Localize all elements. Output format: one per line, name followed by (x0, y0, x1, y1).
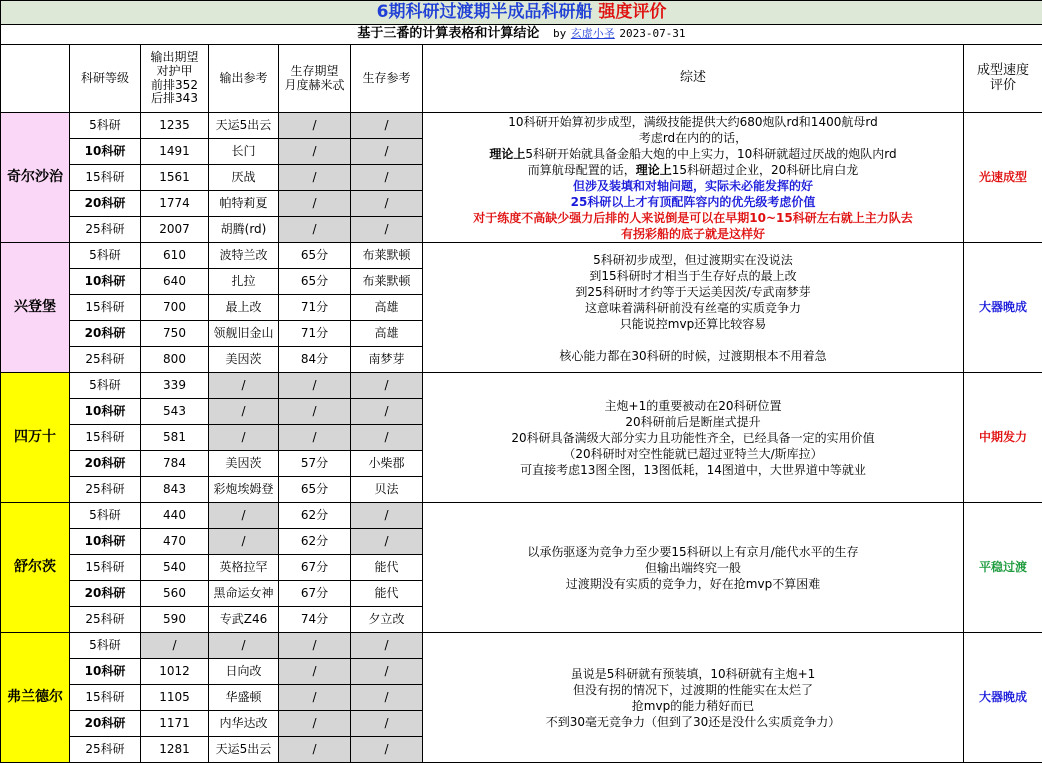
ship-shimanto: 四万十 (1, 373, 70, 503)
survive-ref-cell: 南梦芽 (351, 347, 423, 373)
ship-kearsarge: 奇尔沙治 (1, 113, 70, 243)
output-expect-cell: 1281 (141, 737, 209, 763)
output-expect-cell: / (141, 633, 209, 659)
summary-text: 可直接考虑13图全图，13图低耗，14图道中，大世界道中等就业 (520, 463, 866, 477)
summary-text: 20科研前后是断崖式提升 (625, 415, 760, 429)
survive-ref-cell: 能代 (351, 581, 423, 607)
survive-expect-cell: / (279, 737, 351, 763)
survive-expect-cell: / (279, 425, 351, 451)
summary-text: 不到30毫无竞争力（但到了30还是没什么实质竞争力） (546, 715, 841, 729)
survive-ref-cell: 高雄 (351, 321, 423, 347)
survive-expect-cell: 74分 (279, 607, 351, 633)
survive-expect-cell: / (279, 373, 351, 399)
survive-ref-cell: / (351, 425, 423, 451)
survive-ref-cell: 夕立改 (351, 607, 423, 633)
level-cell: 25科研 (70, 737, 141, 763)
summary-emph: 理论上 (489, 147, 525, 161)
level-cell: 25科研 (70, 217, 141, 243)
header-output-ref: 输出参考 (209, 45, 279, 113)
summary-line (423, 348, 963, 364)
survive-expect-cell: / (279, 165, 351, 191)
table-row (1, 113, 1042, 139)
summary-line (423, 316, 963, 332)
output-ref-cell: 华盛顿 (209, 685, 279, 711)
level-cell: 5科研 (70, 503, 141, 529)
summary-line (423, 130, 963, 146)
survive-expect-cell: / (279, 191, 351, 217)
summary-cell (423, 373, 964, 503)
output-ref-cell: 长门 (209, 139, 279, 165)
level-cell: 25科研 (70, 347, 141, 373)
output-expect-cell: 540 (141, 555, 209, 581)
output-ref-cell: 领舰旧金山 (209, 321, 279, 347)
output-ref-cell: 美因茨 (209, 347, 279, 373)
output-ref-cell: 英格拉罕 (209, 555, 279, 581)
rating-cell: 大器晚成 (964, 243, 1042, 373)
survive-ref-cell: 能代 (351, 555, 423, 581)
summary-text: 主炮+1的重要被动在20科研位置 (605, 399, 782, 413)
output-ref-cell: 胡腾(rd) (209, 217, 279, 243)
output-expect-cell: 560 (141, 581, 209, 607)
summary-text: 20科研具备满级大部分实力且功能性齐全，已经具备一定的实用价值 (511, 431, 874, 445)
level-cell: 15科研 (70, 165, 141, 191)
output-expect-cell: 590 (141, 607, 209, 633)
output-expect-cell: 1171 (141, 711, 209, 737)
level-cell: 5科研 (70, 373, 141, 399)
level-cell: 20科研 (70, 451, 141, 477)
survive-expect-cell: 65分 (279, 477, 351, 503)
survive-ref-cell: / (351, 217, 423, 243)
survive-expect-cell: 71分 (279, 295, 351, 321)
survive-ref-cell: / (351, 165, 423, 191)
summary-text: 抢mvp的能力稍好而已 (632, 699, 754, 713)
header-row (1, 45, 1042, 113)
survive-ref-cell: / (351, 399, 423, 425)
survive-expect-cell: 62分 (279, 529, 351, 555)
output-expect-cell: 470 (141, 529, 209, 555)
output-expect-cell: 640 (141, 269, 209, 295)
table-row (1, 373, 1042, 399)
output-expect-cell: 440 (141, 503, 209, 529)
level-cell: 20科研 (70, 191, 141, 217)
output-ref-cell: / (209, 633, 279, 659)
output-expect-cell: 1774 (141, 191, 209, 217)
output-expect-cell: 339 (141, 373, 209, 399)
survive-ref-cell: / (351, 191, 423, 217)
survive-expect-cell: / (279, 659, 351, 685)
survive-expect-cell: / (279, 711, 351, 737)
table-row (1, 633, 1042, 659)
summary-text: 只能说控mvp还算比较容易 (620, 317, 766, 331)
survive-ref-cell: / (351, 113, 423, 139)
table-row (1, 243, 1042, 269)
output-ref-cell: / (209, 529, 279, 555)
rating-cell: 光速成型 (964, 113, 1042, 243)
level-cell: 10科研 (70, 529, 141, 555)
survive-expect-cell: 67分 (279, 555, 351, 581)
output-expect-cell: 1105 (141, 685, 209, 711)
summary-line (423, 300, 963, 316)
output-expect-cell: 1235 (141, 113, 209, 139)
level-cell: 10科研 (70, 269, 141, 295)
summary-text: 考虑rd在内的的话， (639, 131, 747, 145)
output-expect-cell: 750 (141, 321, 209, 347)
output-ref-cell: 日向改 (209, 659, 279, 685)
subtitle (1, 25, 1042, 45)
survive-expect-cell: / (279, 139, 351, 165)
level-cell: 10科研 (70, 139, 141, 165)
survive-ref-cell: / (351, 711, 423, 737)
subtitle-by: by (553, 27, 566, 40)
survive-expect-cell: / (279, 633, 351, 659)
summary-line (423, 430, 963, 446)
summary-cell (423, 243, 964, 373)
level-cell: 10科研 (70, 659, 141, 685)
survive-ref-cell: 贝法 (351, 477, 423, 503)
header-rating: 成型速度 评价 (964, 45, 1042, 113)
output-ref-cell: 天运5出云 (209, 737, 279, 763)
summary-line (423, 414, 963, 430)
level-cell: 20科研 (70, 321, 141, 347)
summary-line (423, 666, 963, 682)
survive-ref-cell: / (351, 685, 423, 711)
level-cell: 20科研 (70, 581, 141, 607)
summary-text: 5科研开始就具备金船大炮的中上实力，10科研就超过厌战的炮队内rd (525, 147, 896, 161)
rating-cell: 中期发力 (964, 373, 1042, 503)
output-expect-cell: 610 (141, 243, 209, 269)
summary-text: 5科研初步成型，但过渡期实在没说法 (593, 253, 793, 267)
output-expect-cell: 543 (141, 399, 209, 425)
output-ref-cell: / (209, 425, 279, 451)
summary-line (423, 544, 963, 560)
survive-ref-cell: / (351, 503, 423, 529)
output-ref-cell: 黑命运女神 (209, 581, 279, 607)
survive-expect-cell: / (279, 217, 351, 243)
survive-ref-cell: 布莱默顿 (351, 269, 423, 295)
table-row (1, 503, 1042, 529)
survive-ref-cell: / (351, 373, 423, 399)
survive-ref-cell: / (351, 633, 423, 659)
survive-expect-cell: / (279, 113, 351, 139)
summary-line (423, 446, 963, 462)
survive-expect-cell: 67分 (279, 581, 351, 607)
summary-text: 而算航母配置的话， (528, 163, 636, 177)
header-summary: 综述 (423, 45, 964, 113)
summary-text-2: 15科研超过企业，20科研比肩白龙 (672, 163, 859, 177)
summary-line (423, 210, 963, 226)
summary-text: 虽说是5科研就有预装填，10科研就有主炮+1 (571, 667, 816, 681)
ship-hindenburg: 兴登堡 (1, 243, 70, 373)
summary-line (423, 698, 963, 714)
survive-expect-cell: 57分 (279, 451, 351, 477)
level-cell: 15科研 (70, 685, 141, 711)
summary-text: 到25科研时才约等于天运美因茨/专武南梦芽 (575, 285, 810, 299)
output-expect-cell: 1012 (141, 659, 209, 685)
summary-line (423, 114, 963, 130)
output-expect-cell: 1491 (141, 139, 209, 165)
summary-line (423, 178, 963, 194)
survive-expect-cell: 71分 (279, 321, 351, 347)
summary-text: 到15科研时才相当于生存好点的最上改 (589, 269, 796, 283)
summary-text: 以承伤驱逐为竞争力至少要15科研以上有京月/能代水平的生存 (527, 545, 858, 559)
summary-line (423, 576, 963, 592)
summary-red: 有拐彩船的底子就是这样好 (621, 227, 765, 241)
survive-ref-cell: / (351, 659, 423, 685)
header-survive-ref: 生存参考 (351, 45, 423, 113)
summary-line (423, 398, 963, 414)
summary-text: 10科研开始算初步成型，满级技能提供大约680炮队rd和1400航母rd (508, 115, 877, 129)
level-cell: 15科研 (70, 295, 141, 321)
output-expect-cell: 800 (141, 347, 209, 373)
survive-ref-cell: / (351, 737, 423, 763)
output-ref-cell: 彩炮埃姆登 (209, 477, 279, 503)
rating-cell: 平稳过渡 (964, 503, 1042, 633)
page-title (1, 1, 1042, 25)
summary-cell (423, 113, 964, 243)
summary-cell (423, 503, 964, 633)
output-ref-cell: 厌战 (209, 165, 279, 191)
level-cell: 5科研 (70, 633, 141, 659)
summary-line (423, 252, 963, 268)
summary-line (423, 146, 963, 162)
survive-ref-cell: / (351, 139, 423, 165)
level-cell: 25科研 (70, 607, 141, 633)
output-expect-cell: 2007 (141, 217, 209, 243)
output-ref-cell: 专武Z46 (209, 607, 279, 633)
level-cell: 15科研 (70, 555, 141, 581)
level-cell: 15科研 (70, 425, 141, 451)
survive-expect-cell: 65分 (279, 243, 351, 269)
output-ref-cell: / (209, 503, 279, 529)
output-ref-cell: 美因茨 (209, 451, 279, 477)
summary-text: （20科研时对空性能就已超过亚特兰大/斯库拉） (563, 447, 822, 461)
subtitle-main: 基于三番的计算表格和计算结论 (357, 26, 539, 41)
survive-expect-cell: / (279, 399, 351, 425)
summary-red: 对于练度不高缺少强力后排的人来说倒是可以在早期10~15科研左右就上主力队去 (473, 211, 912, 225)
author-link[interactable]: 玄虚小圣 (571, 27, 615, 40)
output-ref-cell: 内华达改 (209, 711, 279, 737)
ship-flandre: 弗兰德尔 (1, 633, 70, 763)
level-cell: 5科研 (70, 113, 141, 139)
level-cell: 25科研 (70, 477, 141, 503)
title-main: 6期科研过渡期半成品科研船 (377, 2, 593, 22)
summary-blue: 但涉及装填和对轴问题，实际未必能发挥的好 (573, 179, 813, 193)
output-ref-cell: 最上改 (209, 295, 279, 321)
ship-schultz: 舒尔茨 (1, 503, 70, 633)
summary-emph: 理论上 (636, 163, 672, 177)
title-accent: 强度评价 (598, 2, 666, 22)
level-cell: 20科研 (70, 711, 141, 737)
output-ref-cell: 波特兰改 (209, 243, 279, 269)
summary-text: 但输出端终究一般 (645, 561, 741, 575)
summary-line (423, 162, 963, 178)
output-expect-cell: 581 (141, 425, 209, 451)
level-cell: 5科研 (70, 243, 141, 269)
summary-line (423, 268, 963, 284)
summary-line (423, 284, 963, 300)
summary-line (423, 560, 963, 576)
summary-line (423, 332, 963, 348)
output-expect-cell: 843 (141, 477, 209, 503)
survive-expect-cell: 62分 (279, 503, 351, 529)
survive-ref-cell: 高雄 (351, 295, 423, 321)
summary-cell (423, 633, 964, 763)
output-ref-cell: / (209, 399, 279, 425)
survive-ref-cell: 布莱默顿 (351, 243, 423, 269)
header-level: 科研等级 (70, 45, 141, 113)
survive-expect-cell: / (279, 685, 351, 711)
summary-line (423, 682, 963, 698)
survive-expect-cell: 65分 (279, 269, 351, 295)
summary-line (423, 226, 963, 242)
summary-text: 过渡期没有实质的竞争力，好在抢mvp不算困难 (566, 577, 820, 591)
summary-blue: 25科研以上才有顶配阵容内的优先级考虑价值 (571, 195, 816, 209)
survive-ref-cell: / (351, 529, 423, 555)
survive-expect-cell: 84分 (279, 347, 351, 373)
output-expect-cell: 1561 (141, 165, 209, 191)
output-expect-cell: 700 (141, 295, 209, 321)
level-cell: 10科研 (70, 399, 141, 425)
summary-line (423, 194, 963, 210)
summary-text: 但没有拐的情况下，过渡期的性能实在太烂了 (573, 683, 813, 697)
output-ref-cell: 扎拉 (209, 269, 279, 295)
header-output-expect: 输出期望 对护甲 前排352 后排343 (141, 45, 209, 113)
output-ref-cell: 帕特莉夏 (209, 191, 279, 217)
summary-text: 这意味着满科研前没有丝毫的实质竞争力 (585, 301, 801, 315)
header-blank (1, 45, 70, 113)
summary-line (423, 714, 963, 730)
output-expect-cell: 784 (141, 451, 209, 477)
output-ref-cell: / (209, 373, 279, 399)
output-ref-cell: 天运5出云 (209, 113, 279, 139)
summary-text: 核心能力都在30科研的时候，过渡期根本不用着急 (559, 349, 826, 363)
subtitle-date: 2023-07-31 (619, 27, 685, 40)
header-survive-expect: 生存期望 月度赫米忒 (279, 45, 351, 113)
summary-line (423, 462, 963, 478)
survive-ref-cell: 小柴郡 (351, 451, 423, 477)
rating-cell: 大器晚成 (964, 633, 1042, 763)
